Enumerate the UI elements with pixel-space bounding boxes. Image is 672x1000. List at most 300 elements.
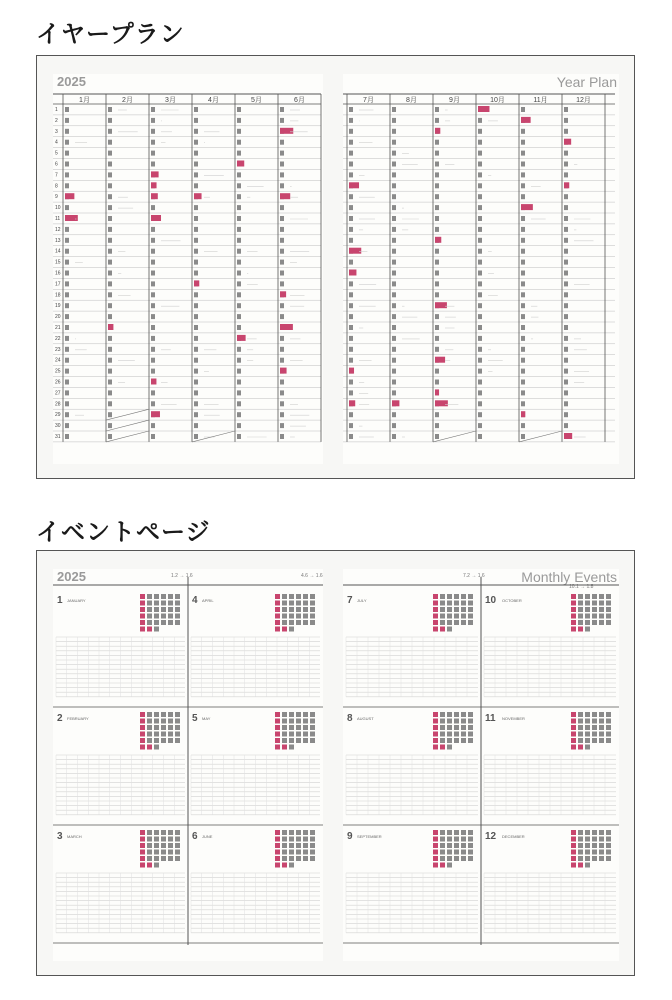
mini-calendar-day (606, 738, 611, 743)
mini-calendar-day (161, 607, 166, 612)
weekday-glyph (280, 347, 284, 352)
mini-calendar-day (571, 830, 576, 835)
weekday-glyph (194, 412, 198, 417)
mini-calendar-day (282, 745, 287, 750)
mini-calendar-day (454, 830, 459, 835)
weekday-glyph (349, 434, 353, 439)
mini-calendar-day (571, 594, 576, 599)
holiday-mark (435, 400, 448, 406)
day-number: 23 (55, 346, 61, 353)
mini-calendar-day (154, 745, 159, 750)
holiday-mark (108, 324, 113, 330)
weekday-glyph (521, 140, 525, 145)
weekday-glyph (521, 347, 525, 352)
weekday-glyph (392, 325, 396, 330)
weekday-glyph (237, 107, 241, 112)
weekday-glyph (108, 260, 112, 265)
mini-calendar-day (433, 614, 438, 619)
mini-calendar-day (585, 601, 590, 606)
holiday-mark (194, 193, 202, 199)
mini-calendar-day (433, 850, 438, 855)
weekday-glyph (392, 140, 396, 145)
mini-calendar-day (571, 843, 576, 848)
holiday-mark (435, 357, 445, 363)
mini-calendar-day (140, 830, 145, 835)
weekday-glyph (521, 390, 525, 395)
mini-calendar-day (140, 863, 145, 868)
weekday-glyph (435, 434, 439, 439)
mini-calendar-day (289, 863, 294, 868)
holiday-mark (151, 215, 161, 221)
mini-calendar-day (140, 594, 145, 599)
weekday-glyph (564, 325, 568, 330)
weekday-glyph (564, 292, 568, 297)
mini-calendar-day (282, 627, 287, 632)
weekday-glyph (194, 423, 198, 428)
event-month-name: MAY (202, 716, 211, 721)
mini-calendar-day (289, 719, 294, 724)
weekday-glyph (237, 423, 241, 428)
mini-calendar-day (275, 738, 280, 743)
mini-calendar-day (447, 712, 452, 717)
weekday-glyph (392, 249, 396, 254)
mini-calendar-day (154, 850, 159, 855)
weekday-glyph (151, 140, 155, 145)
mini-calendar-day (147, 594, 152, 599)
mini-calendar-day (468, 607, 473, 612)
weekday-glyph (280, 336, 284, 341)
mini-calendar-day (599, 725, 604, 730)
weekday-glyph (237, 303, 241, 308)
mini-calendar-day (161, 843, 166, 848)
weekday-glyph (151, 369, 155, 374)
mini-calendar-day (147, 607, 152, 612)
mini-calendar-day (282, 725, 287, 730)
mini-calendar-day (303, 856, 308, 861)
weekday-glyph (435, 281, 439, 286)
weekday-glyph (108, 129, 112, 134)
mini-calendar-day (175, 738, 180, 743)
weekday-glyph (478, 358, 482, 363)
weekday-glyph (564, 281, 568, 286)
mini-calendar-day (310, 614, 315, 619)
weekday-glyph (435, 183, 439, 188)
mini-calendar-day (571, 627, 576, 632)
mini-calendar-day (433, 607, 438, 612)
weekday-glyph (478, 140, 482, 145)
mini-calendar-day (140, 614, 145, 619)
mini-calendar-day (599, 594, 604, 599)
mini-calendar-day (585, 732, 590, 737)
mini-calendar-day (433, 745, 438, 750)
weekday-glyph (349, 205, 353, 210)
mini-calendar-day (585, 627, 590, 632)
mini-calendar-day (599, 856, 604, 861)
weekday-glyph (65, 249, 69, 254)
weekday-glyph (478, 271, 482, 276)
weekday-glyph (349, 107, 353, 112)
weekday-glyph (280, 216, 284, 221)
mini-calendar-day (175, 614, 180, 619)
mini-calendar-day (440, 856, 445, 861)
mini-calendar-day (296, 712, 301, 717)
weekday-glyph (108, 216, 112, 221)
mini-calendar-day (161, 594, 166, 599)
weekday-glyph (349, 303, 353, 308)
event-month-number: 10 (485, 595, 497, 606)
day-number: 25 (55, 368, 61, 375)
weekday-glyph (349, 292, 353, 297)
mini-calendar-day (168, 725, 173, 730)
day-number: 17 (55, 281, 61, 288)
mini-calendar-day (447, 607, 452, 612)
mini-calendar-day (282, 830, 287, 835)
weekday-glyph (151, 260, 155, 265)
weekday-glyph (478, 260, 482, 265)
weekday-glyph (564, 358, 568, 363)
mini-calendar-day (592, 712, 597, 717)
event-month-name: OCTOBER (502, 598, 522, 603)
weekday-glyph (392, 369, 396, 374)
weekday-glyph (108, 292, 112, 297)
invalid-day-strike (192, 431, 235, 442)
mini-calendar-day (303, 620, 308, 625)
event-month-name: FEBRUARY (67, 716, 89, 721)
holiday-mark (65, 215, 78, 221)
weekday-glyph (108, 249, 112, 254)
mini-calendar-day (310, 594, 315, 599)
mini-calendar-day (168, 732, 173, 737)
mini-calendar-day (606, 620, 611, 625)
mini-calendar-day (275, 863, 280, 868)
weekday-glyph (108, 369, 112, 374)
weekday-glyph (392, 434, 396, 439)
mini-calendar-day (447, 601, 452, 606)
day-number: 20 (55, 314, 61, 321)
mini-calendar-day (592, 725, 597, 730)
weekday-glyph (392, 292, 396, 297)
weekday-glyph (65, 227, 69, 232)
weekday-glyph (478, 380, 482, 385)
weekday-glyph (564, 260, 568, 265)
weekday-glyph (280, 434, 284, 439)
holiday-mark (435, 302, 447, 308)
mini-calendar-day (154, 620, 159, 625)
mini-calendar-day (592, 620, 597, 625)
weekday-glyph (194, 183, 198, 188)
mini-calendar-day (296, 719, 301, 724)
mini-calendar-day (154, 830, 159, 835)
mini-calendar-day (461, 830, 466, 835)
weekday-glyph (151, 390, 155, 395)
weekday-glyph (194, 118, 198, 123)
mini-calendar-day (440, 732, 445, 737)
mini-calendar-day (606, 837, 611, 842)
mini-calendar-day (454, 719, 459, 724)
mini-calendar-day (433, 830, 438, 835)
weekday-glyph (237, 358, 241, 363)
mini-calendar-day (571, 614, 576, 619)
mini-calendar-day (447, 856, 452, 861)
mini-calendar-day (461, 712, 466, 717)
weekday-glyph (151, 347, 155, 352)
mini-calendar-day (175, 620, 180, 625)
mini-calendar-day (461, 725, 466, 730)
mini-calendar-day (140, 627, 145, 632)
mini-calendar-day (433, 712, 438, 717)
mini-calendar-day (303, 725, 308, 730)
weekday-glyph (564, 216, 568, 221)
mini-calendar-day (468, 614, 473, 619)
mini-calendar-day (592, 850, 597, 855)
weekday-glyph (521, 292, 525, 297)
mini-calendar-day (303, 837, 308, 842)
day-number: 1 (55, 107, 58, 113)
event-month-number: 5 (192, 713, 198, 724)
holiday-mark (280, 368, 287, 374)
event-month-name: DECEMBER (502, 834, 525, 839)
mini-calendar-day (433, 620, 438, 625)
mini-calendar-day (592, 594, 597, 599)
weekday-glyph (392, 129, 396, 134)
mini-calendar-day (461, 837, 466, 842)
year-plan-left-page (53, 74, 323, 464)
weekday-glyph (435, 369, 439, 374)
year-plan-title: Year Plan (556, 74, 617, 90)
mini-calendar-day (606, 607, 611, 612)
mini-calendar-day (447, 620, 452, 625)
mini-calendar-day (154, 601, 159, 606)
mini-calendar-day (296, 594, 301, 599)
weekday-glyph (435, 314, 439, 319)
year-plan-left-grid (53, 74, 323, 464)
weekday-glyph (392, 380, 396, 385)
mini-calendar-day (447, 725, 452, 730)
weekday-glyph (478, 281, 482, 286)
day-number: 29 (55, 412, 61, 419)
mini-calendar-day (289, 725, 294, 730)
weekday-glyph (65, 423, 69, 428)
mini-calendar-day (461, 607, 466, 612)
weekday-glyph (65, 238, 69, 243)
weekday-glyph (194, 271, 198, 276)
weekday-glyph (194, 390, 198, 395)
mini-calendar-day (140, 620, 145, 625)
invalid-day-strike (106, 431, 149, 442)
mini-calendar-day (310, 719, 315, 724)
mini-calendar-day (310, 620, 315, 625)
weekday-glyph (521, 358, 525, 363)
weekday-glyph (521, 162, 525, 167)
mini-calendar-day (175, 830, 180, 835)
holiday-mark (349, 270, 356, 276)
mini-calendar-day (161, 850, 166, 855)
weekday-glyph (435, 118, 439, 123)
holiday-mark (237, 161, 244, 167)
weekday-glyph (521, 314, 525, 319)
mini-calendar-day (578, 830, 583, 835)
mini-calendar-day (571, 719, 576, 724)
mini-calendar-day (161, 725, 166, 730)
mini-calendar-day (578, 719, 583, 724)
holiday-mark (435, 389, 439, 395)
holiday-mark (237, 335, 246, 341)
weekday-glyph (65, 434, 69, 439)
weekday-glyph (194, 325, 198, 330)
weekday-glyph (108, 281, 112, 286)
weekday-glyph (151, 162, 155, 167)
event-page-panel (36, 550, 635, 976)
mini-calendar-day (147, 614, 152, 619)
mini-calendar-day (578, 863, 583, 868)
mini-calendar-day (310, 856, 315, 861)
mini-calendar-day (454, 738, 459, 743)
weekday-glyph (392, 216, 396, 221)
day-number: 31 (55, 434, 61, 440)
mini-calendar-day (578, 738, 583, 743)
mini-calendar-day (140, 607, 145, 612)
weekday-glyph (151, 238, 155, 243)
mini-calendar-day (140, 725, 145, 730)
mini-calendar-day (289, 601, 294, 606)
event-page-heading: イベントページ (36, 518, 211, 546)
weekday-glyph (151, 271, 155, 276)
mini-calendar-day (161, 830, 166, 835)
mini-calendar-day (599, 607, 604, 612)
mini-calendar-day (275, 837, 280, 842)
mini-calendar-day (461, 843, 466, 848)
mini-calendar-day (154, 627, 159, 632)
mini-calendar-day (599, 738, 604, 743)
weekday-glyph (435, 271, 439, 276)
event-month-number: 4 (192, 595, 198, 606)
weekday-glyph (435, 205, 439, 210)
mini-calendar-day (303, 843, 308, 848)
month-header: 11月 (533, 97, 548, 104)
mini-calendar-day (461, 601, 466, 606)
weekday-glyph (108, 401, 112, 406)
mini-calendar-day (168, 837, 173, 842)
weekday-glyph (280, 281, 284, 286)
mini-calendar-day (175, 712, 180, 717)
mini-calendar-day (289, 607, 294, 612)
mini-calendar-day (275, 614, 280, 619)
weekday-glyph (521, 151, 525, 156)
weekday-glyph (521, 303, 525, 308)
mini-calendar-day (140, 719, 145, 724)
weekday-glyph (435, 336, 439, 341)
mini-calendar-day (433, 738, 438, 743)
weekday-glyph (237, 401, 241, 406)
mini-calendar-day (175, 843, 180, 848)
invalid-day-strike (106, 409, 149, 420)
weekday-glyph (349, 172, 353, 177)
weekday-glyph (65, 140, 69, 145)
day-number: 18 (55, 292, 61, 299)
weekday-glyph (564, 238, 568, 243)
mini-calendar-day (168, 607, 173, 612)
mini-calendar-day (454, 712, 459, 717)
holiday-mark (151, 182, 157, 188)
weekday-glyph (564, 151, 568, 156)
mini-calendar-day (147, 725, 152, 730)
weekday-glyph (564, 401, 568, 406)
weekday-glyph (564, 347, 568, 352)
mini-calendar-day (282, 712, 287, 717)
weekday-glyph (194, 401, 198, 406)
weekday-glyph (435, 140, 439, 145)
mini-calendar-day (296, 620, 301, 625)
weekday-glyph (521, 183, 525, 188)
holiday-mark (280, 291, 286, 297)
weekday-glyph (478, 249, 482, 254)
weekday-glyph (392, 183, 396, 188)
events-year: 2025 (57, 569, 86, 584)
weekday-glyph (151, 358, 155, 363)
weekday-glyph (349, 423, 353, 428)
weekday-glyph (237, 216, 241, 221)
mini-calendar-day (440, 594, 445, 599)
weekday-glyph (564, 271, 568, 276)
mini-calendar-day (461, 614, 466, 619)
weekday-glyph (349, 325, 353, 330)
mini-calendar-day (275, 594, 280, 599)
mini-calendar-day (140, 856, 145, 861)
holiday-mark (564, 139, 571, 145)
mini-calendar-day (296, 850, 301, 855)
weekday-glyph (151, 118, 155, 123)
month-header: 8月 (406, 97, 417, 104)
weekday-glyph (564, 205, 568, 210)
mini-calendar-day (592, 856, 597, 861)
weekday-glyph (194, 434, 198, 439)
mini-calendar-day (175, 601, 180, 606)
mini-calendar-day (440, 830, 445, 835)
mini-calendar-day (585, 620, 590, 625)
weekday-glyph (151, 434, 155, 439)
mini-calendar-day (289, 627, 294, 632)
weekday-glyph (108, 140, 112, 145)
mini-calendar-day (154, 719, 159, 724)
weekday-glyph (108, 303, 112, 308)
day-number: 3 (55, 128, 58, 135)
weekday-glyph (564, 423, 568, 428)
weekday-glyph (280, 172, 284, 177)
mini-calendar-day (147, 738, 152, 743)
weekday-glyph (65, 151, 69, 156)
event-month-number: 8 (347, 713, 353, 724)
month-header: 3月 (165, 97, 176, 104)
weekday-glyph (392, 303, 396, 308)
weekday-glyph (65, 336, 69, 341)
weekday-glyph (237, 292, 241, 297)
weekday-glyph (194, 292, 198, 297)
events-left-page (53, 569, 323, 961)
weekday-glyph (521, 336, 525, 341)
mini-calendar-day (147, 620, 152, 625)
mini-calendar-day (433, 843, 438, 848)
mini-calendar-day (282, 594, 287, 599)
mini-calendar-day (440, 863, 445, 868)
day-number: 8 (55, 183, 58, 190)
mini-calendar-day (606, 830, 611, 835)
mini-calendar-day (147, 732, 152, 737)
weekday-glyph (280, 227, 284, 232)
weekday-glyph (194, 162, 198, 167)
mini-calendar-day (161, 837, 166, 842)
mini-calendar-day (461, 738, 466, 743)
mini-calendar-day (454, 620, 459, 625)
